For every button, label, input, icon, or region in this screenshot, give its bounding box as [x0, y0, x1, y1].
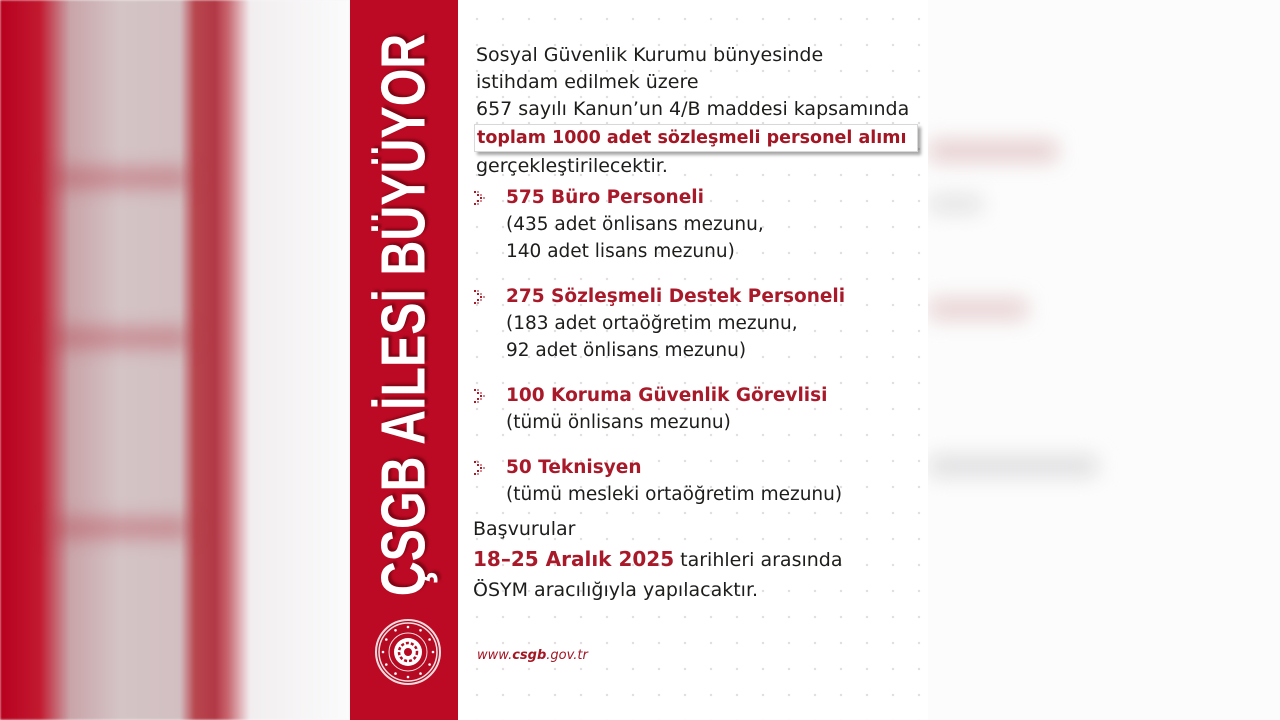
intro-line: 657 sayılı Kanun’un 4/B maddesi kapsamında	[476, 98, 910, 120]
banner-title	[369, 0, 440, 676]
application-heading: Başvurular	[473, 518, 576, 540]
position-title: 100 Koruma Güvenlik Görevlisi	[506, 385, 828, 406]
blurred-background-left	[0, 0, 350, 720]
website-prefix: www.	[477, 648, 513, 663]
intro-paragraph	[476, 42, 916, 180]
position-detail: 140 adet lisans mezunu)	[506, 241, 735, 262]
intro-line: Sosyal Güvenlik Kurumu bünyesinde	[476, 44, 824, 66]
website-domain: csgb	[512, 648, 547, 663]
position-detail: (tümü önlisans mezunu)	[506, 412, 731, 433]
content-card	[458, 0, 928, 720]
list-item	[472, 454, 912, 508]
blur-shape	[50, 330, 190, 346]
chevron-right-icon	[472, 388, 488, 404]
intro-closing: gerçekleştirilecektir.	[476, 155, 668, 177]
list-item	[472, 184, 912, 265]
chevron-right-icon	[472, 190, 488, 206]
website-suffix: .gov.tr	[546, 648, 588, 663]
application-info	[473, 514, 913, 605]
application-date-suffix: tarihleri arasında	[674, 549, 843, 571]
blur-shape	[928, 298, 1028, 320]
application-method: ÖSYM aracılığıyla yapılacaktır.	[473, 579, 759, 601]
blur-shape	[928, 140, 1058, 162]
positions-list	[472, 184, 912, 526]
highlight-total-hiring: toplam 1000 adet sözleşmeli personel alımı	[474, 124, 918, 152]
chevron-right-icon	[472, 289, 488, 305]
position-title: 275 Sözleşmeli Destek Personeli	[506, 286, 846, 307]
side-banner	[350, 0, 458, 720]
chevron-right-icon	[472, 460, 488, 476]
position-title: 50 Teknisyen	[506, 457, 642, 478]
ministry-emblem-icon	[375, 619, 441, 685]
position-detail: (435 adet önlisans mezunu,	[506, 214, 764, 235]
application-date-line	[473, 544, 913, 575]
banner-title-text: ÇSGB AİLESİ BÜYÜYOR	[369, 33, 439, 597]
position-title: 575 Büro Personeli	[506, 187, 704, 208]
blurred-background-right	[928, 0, 1280, 720]
position-detail: 92 adet önlisans mezunu)	[506, 340, 747, 361]
emblem-graphic	[377, 621, 439, 683]
blur-shape	[50, 170, 190, 186]
blur-shape	[928, 195, 983, 213]
website-link[interactable]	[477, 648, 588, 663]
position-detail: (183 adet ortaöğretim mezunu,	[506, 313, 798, 334]
list-item	[472, 382, 912, 436]
blur-shape	[50, 520, 190, 536]
list-item	[472, 283, 912, 364]
intro-line: istihdam edilmek üzere	[476, 71, 699, 93]
application-date: 18–25 Aralık 2025	[473, 547, 675, 571]
highlight-line	[476, 124, 916, 152]
position-detail: (tümü mesleki ortaöğretim mezunu)	[506, 484, 843, 505]
blur-shape	[928, 455, 1098, 477]
